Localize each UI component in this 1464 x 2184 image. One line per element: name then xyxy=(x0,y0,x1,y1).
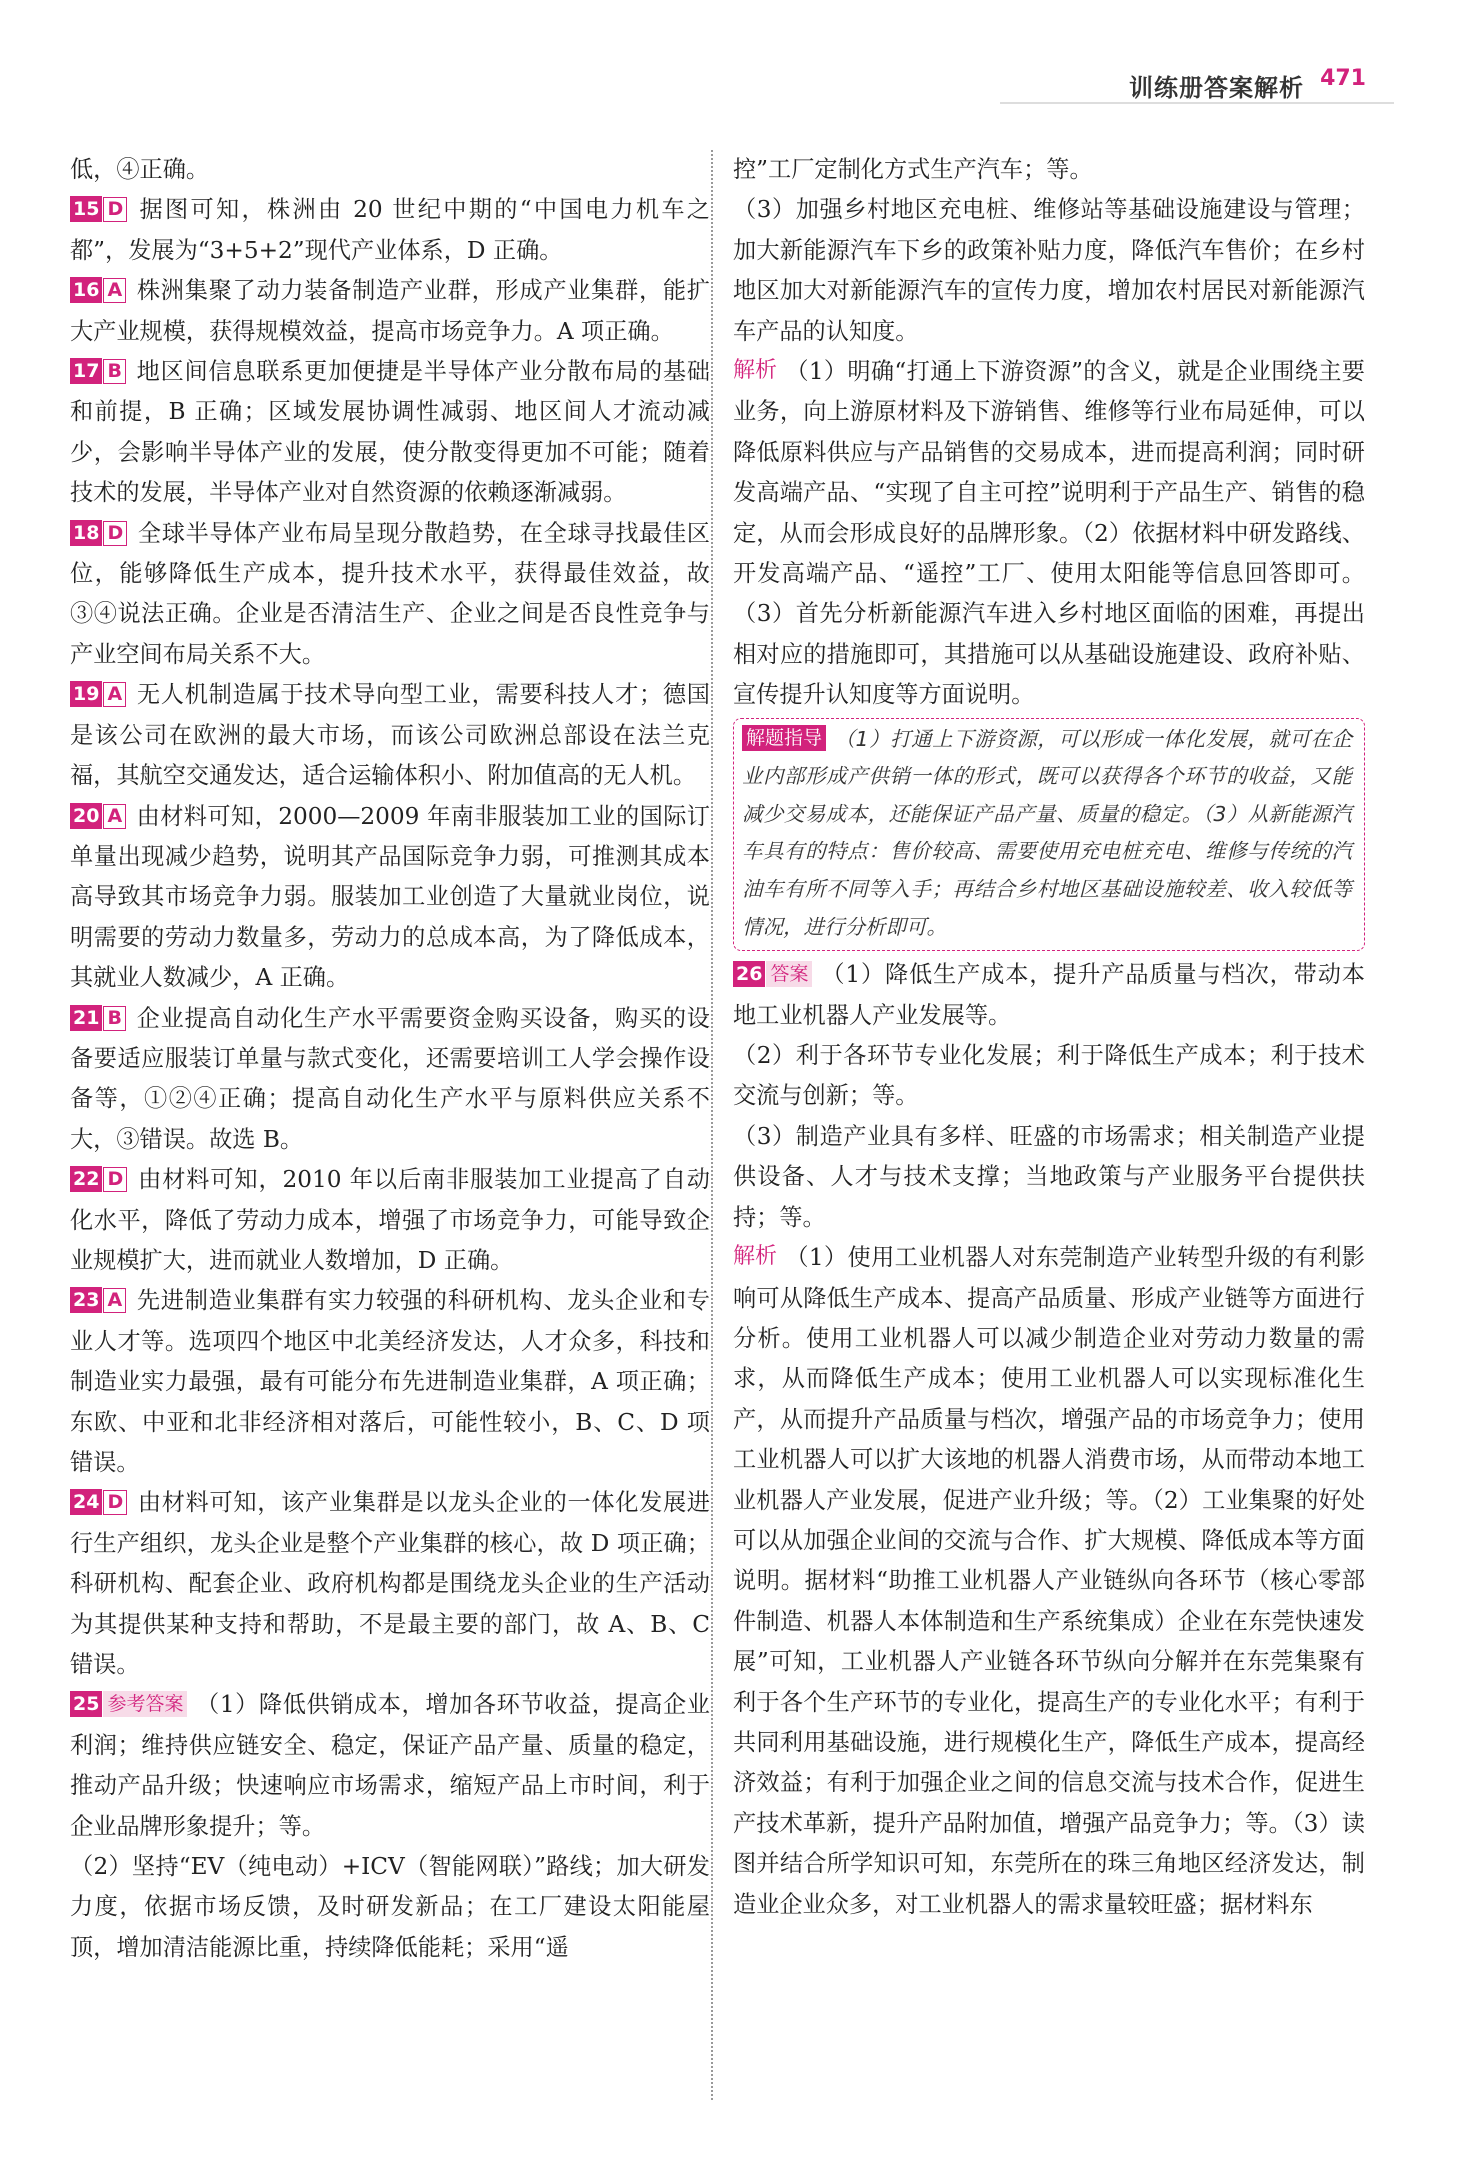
right-column xyxy=(733,150,1365,1925)
left-column xyxy=(70,150,710,1968)
analysis-25 xyxy=(733,352,1365,716)
question-explanation: （1）降低生产成本，提升产品质量与档次，带动本地工业机器人产业发展等。 xyxy=(733,961,1365,1029)
question-number: 17 xyxy=(70,358,102,384)
paragraph-continued: 控”工厂定制化方式生产汽车；等。 xyxy=(733,156,1093,183)
question-17 xyxy=(70,352,710,514)
question-24 xyxy=(70,1483,710,1685)
question-explanation: 企业提高自动化生产水平需要资金购买设备，购买的设备要适应服装订单量与款式变化，还需要培训工人学会操作设备等，①②④正确；提高自动化生产水平与原料供应关系不大，③错误。故选 B。 xyxy=(70,1004,710,1153)
header-rule xyxy=(1000,102,1394,104)
question-21 xyxy=(70,999,710,1161)
question-25-part-2: （2）坚持“EV（纯电动）+ICV（智能网联）”路线；加大研发力度，依据市场反馈，及时研发新品；在工厂建设太阳能屋顶，增加清洁能源比重，持续降低能耗；采用“遥 xyxy=(70,1853,710,1961)
answer-letter: A xyxy=(103,682,126,707)
question-number: 24 xyxy=(70,1489,102,1515)
question-number: 25 xyxy=(70,1691,102,1717)
answer-letter: B xyxy=(103,1006,125,1031)
question-explanation: 株洲集聚了动力装备制造产业群，形成产业集群，能扩大产业规模，获得规模效益，提高市场竞争力。A 项正确。 xyxy=(70,277,710,345)
analysis-text: （1）明确“打通上下游资源”的含义，就是企业围绕主要业务，向上游原材料及下游销售、维修等行业布局延伸，可以降低原料供应与产品销售的交易成本，进而提高利润；同时研发高端产品、“实现了自主可控”说明利于产品生产、销售的稳定，从而会形成良好的品牌形象。（2）依据材料中研发路线、开发高端产品、“遥控”工厂、使用太阳能等信息回答即可。（3）首先分析新能源汽车进入乡村地区面临的困难，再提出相对应的措施即可，其措施可以从基础设施建设、政府补贴、宣传提升认知度等方面说明。 xyxy=(733,358,1365,709)
question-explanation: 由材料可知，2000—2009 年南非服装加工业的国际订单量出现减少趋势，说明其产品国际竞争力弱，可推测其成本高导致其市场竞争力弱。服装加工业创造了大量就业岗位，说明需要的劳动力数量多，劳动力的总成本高，为了降低成本，其就业人数减少，A 正确。 xyxy=(70,802,710,992)
page-header xyxy=(0,58,1464,102)
answer-letter: D xyxy=(103,197,127,222)
answer-letter: A xyxy=(103,804,126,829)
paragraph-intro: 低，④正确。 xyxy=(70,156,210,183)
question-number: 19 xyxy=(70,681,102,707)
question-19 xyxy=(70,675,710,796)
answer-letter: B xyxy=(103,359,125,384)
answer-letter: D xyxy=(103,1167,127,1192)
question-explanation: 由材料可知，2010 年以后南非服装加工业提高了自动化水平，降低了劳动力成本，增强了市场竞争力，可能导致企业规模扩大，进而就业人数增加，D 正确。 xyxy=(70,1166,710,1274)
question-26 xyxy=(733,955,1365,1036)
reference-answer-label: 参考答案 xyxy=(103,1691,187,1717)
answer-label: 答案 xyxy=(766,961,812,987)
question-18 xyxy=(70,514,710,676)
question-23 xyxy=(70,1281,710,1483)
question-explanation: 地区间信息联系更加便捷是半导体产业分散布局的基础和前提，B 正确；区域发展协调性减弱、地区间人才流动减少，会影响半导体产业的发展，使分散变得更加不可能；随着技术的发展，半导体产业对自然资源的依赖逐渐减弱。 xyxy=(70,358,710,507)
question-16 xyxy=(70,271,710,352)
analysis-label: 解析 xyxy=(733,1244,778,1270)
question-number: 16 xyxy=(70,277,102,303)
question-number: 23 xyxy=(70,1287,102,1313)
column-divider xyxy=(711,150,713,2100)
question-explanation: （1）降低供销成本，增加各环节收益，提高企业利润；维持供应链安全、稳定，保证产品产量、质量的稳定，推动产品升级；快速响应市场需求，缩短产品上市时间，利于企业品牌形象提升；等。 xyxy=(70,1691,710,1840)
question-26-part-2: （2）利于各环节专业化发展；利于降低生产成本；利于技术交流与创新；等。 xyxy=(733,1042,1365,1110)
question-explanation: 据图可知，株洲由 20 世纪中期的“中国电力机车之都”，发展为“3+5+2”现代产业体系，D 正确。 xyxy=(70,196,710,264)
question-20 xyxy=(70,797,710,999)
solving-guide-text: （1）打通上下游资源，可以形成一体化发展，就可在企业内部形成产供销一体的形式，既可以获得各个环节的收益，又能减少交易成本，还能保证产品产量、质量的稳定。（3）从新能源汽车具有的特点：售价较高、需要使用充电桩充电、维修与传统的汽油车有所不同等入手；再结合乡村地区基础设施较差、收入较低等情况，进行分析即可。 xyxy=(742,726,1352,939)
question-22 xyxy=(70,1160,710,1281)
question-26-part-3: （3）制造产业具有多样、旺盛的市场需求；相关制造产业提供设备、人才与技术支撑；当地政策与产业服务平台提供扶持；等。 xyxy=(733,1122,1365,1231)
answer-letter: D xyxy=(103,1490,127,1515)
solving-guide-label: 解题指导 xyxy=(742,725,826,751)
question-explanation: 由材料可知，该产业集群是以龙头企业的一体化发展进行生产组织，龙头企业是整个产业集群的核心，故 D 项正确；科研机构、配套企业、政府机构都是围绕龙头企业的生产活动为其提供某种支持和帮助，不是最主要的部门，故 A、B、C 错误。 xyxy=(70,1489,710,1679)
analysis-text: （1）使用工业机器人对东莞制造产业转型升级的有利影响可从降低生产成本、提高产品质量、形成产业链等方面进行分析。使用工业机器人可以减少制造企业对劳动力数量的需求，从而降低生产成本；使用工业机器人可以实现标准化生产，从而提升产品质量与档次，增强产品的市场竞争力；使用工业机器人可以扩大该地的机器人消费市场，从而带动本地工业机器人产业发展，促进产业升级；等。（2）工业集聚的好处可以从加强企业间的交流与合作、扩大规模、降低成本等方面说明。据材料“助推工业机器人产业链纵向各环节（核心零部件制造、机器人本体制造和生产系统集成）企业在东莞快速发展”可知，工业机器人产业链各环节纵向分解并在东莞集聚有利于各个生产环节的专业化，提高生产的专业化水平；有利于共同利用基础设施，进行规模化生产，降低生产成本，提高经济效益；有利于加强企业之间的信息交流与技术合作，促进生产技术革新，提升产品附加值，增强产品竞争力；等。（3）读图并结合所学知识可知，东莞所在的珠三角地区经济发达，制造业企业众多，对工业机器人的需求量较旺盛；据材料东 xyxy=(733,1244,1365,1918)
question-25 xyxy=(70,1685,710,1847)
page-number: 471 xyxy=(1320,66,1366,91)
answer-letter: A xyxy=(103,278,126,303)
solving-guide-box xyxy=(733,718,1365,952)
question-number: 21 xyxy=(70,1005,102,1031)
header-title: 训练册答案解析 xyxy=(1129,74,1304,102)
answer-letter: D xyxy=(103,521,127,546)
answer-letter: A xyxy=(103,1288,126,1313)
question-15 xyxy=(70,190,710,271)
question-number: 26 xyxy=(733,961,765,987)
question-explanation: 全球半导体产业布局呈现分散趋势，在全球寻找最佳区位，能够降低生产成本，提升技术水平，获得最佳效益，故③④说法正确。企业是否清洁生产、企业之间是否良性竞争与产业空间布局关系不大。 xyxy=(70,519,710,668)
analysis-26 xyxy=(733,1238,1365,1925)
question-number: 18 xyxy=(70,520,102,546)
analysis-label: 解析 xyxy=(733,358,778,384)
question-number: 22 xyxy=(70,1166,102,1192)
question-25-part-3: （3）加强乡村地区充电桩、维修站等基础设施建设与管理；加大新能源汽车下乡的政策补贴力度，降低汽车售价；在乡村地区加大对新能源汽车的宣传力度，增加农村居民对新能源汽车产品的认知度。 xyxy=(733,196,1365,345)
question-explanation: 先进制造业集群有实力较强的科研机构、龙头企业和专业人才等。选项四个地区中北美经济发达，人才众多，科技和制造业实力最强，最有可能分布先进制造业集群，A 项正确；东欧、中亚和北非经济相对落后，可能性较小，B、C、D 项错误。 xyxy=(70,1287,710,1476)
question-explanation: 无人机制造属于技术导向型工业，需要科技人才；德国是该公司在欧洲的最大市场，而该公司欧洲总部设在法兰克福，其航空交通发达，适合运输体积小、附加值高的无人机。 xyxy=(70,681,710,790)
question-number: 20 xyxy=(70,803,102,829)
question-number: 15 xyxy=(70,196,102,222)
